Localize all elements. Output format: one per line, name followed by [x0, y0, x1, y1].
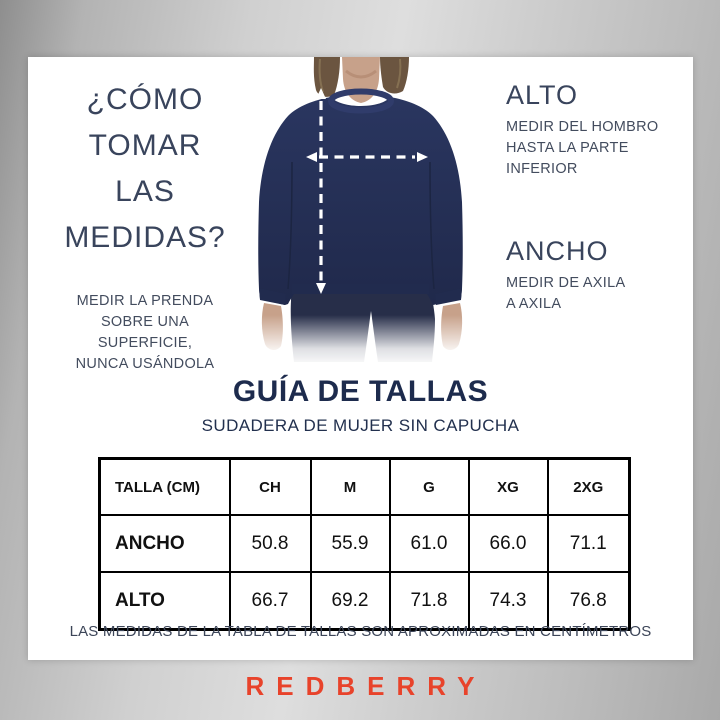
col-header-xg: XG: [469, 459, 548, 516]
brand-logo: REDBERRY: [245, 671, 487, 701]
model-photo: [230, 57, 480, 367]
footnote: LAS MEDIDAS DE LA TABLA DE TALLAS SON APROXIMADAS EN CENTÍMETROS: [69, 623, 652, 640]
row-label-alto: ALTO: [100, 572, 230, 630]
size-guide-title: GUÍA DE TALLAS: [232, 375, 489, 408]
table-row-ancho: [100, 515, 630, 572]
howto-section: [36, 77, 254, 375]
instruction-line: MEDIR LA PRENDA: [76, 293, 214, 309]
sweatshirt-hem: [292, 284, 429, 294]
model-neck: [342, 57, 380, 103]
brand-bar: [0, 671, 720, 702]
table-header-row: [100, 459, 630, 516]
instruction-line: NUNCA USÁNDOLA: [75, 356, 215, 372]
cell-ancho-m: 55.9: [311, 515, 390, 572]
ancho-label: ANCHO: [506, 236, 609, 266]
cell-ancho-xg: 66.0: [469, 515, 548, 572]
col-header-2xg: 2XG: [548, 459, 630, 516]
cell-alto-ch: 66.7: [230, 572, 311, 630]
size-guide-subtitle: SUDADERA DE MUJER SIN CAPUCHA: [201, 416, 520, 435]
col-header-m: M: [311, 459, 390, 516]
size-table: [98, 457, 631, 631]
col-header-g: G: [390, 459, 469, 516]
ancho-description: [506, 273, 691, 315]
instruction-line: SOBRE UNA: [100, 314, 190, 330]
alto-desc-line: MEDIR DEL HOMBRO: [506, 119, 659, 135]
content-sheet: [28, 57, 693, 660]
table-row-alto: [100, 572, 630, 630]
model-illustration: [230, 57, 480, 367]
hair-right: [380, 57, 409, 94]
cell-ancho-ch: 50.8: [230, 515, 311, 572]
cell-alto-xg: 74.3: [469, 572, 548, 630]
howto-title-line1: ¿CÓMO TOMAR: [86, 83, 204, 162]
ancho-desc-line: A AXILA: [506, 296, 562, 312]
cell-alto-2xg: 76.8: [548, 572, 630, 630]
row-label-ancho: ANCHO: [100, 515, 230, 572]
alto-label: ALTO: [506, 80, 579, 110]
photo-fade: [230, 315, 480, 367]
alto-desc-line: HASTA LA PARTE: [506, 140, 629, 156]
cell-ancho-g: 61.0: [390, 515, 469, 572]
howto-title-line2: LAS MEDIDAS?: [64, 175, 226, 254]
cell-alto-m: 69.2: [311, 572, 390, 630]
howto-instructions: [36, 291, 254, 375]
alto-section: [506, 79, 691, 180]
instruction-line: SUPERFICIE,: [97, 335, 193, 351]
alto-desc-line: INFERIOR: [506, 161, 578, 177]
cell-alto-g: 71.8: [390, 572, 469, 630]
col-header-talla: TALLA (CM): [100, 459, 230, 516]
cell-ancho-2xg: 71.1: [548, 515, 630, 572]
howto-title: [36, 77, 254, 261]
hair-left: [314, 57, 340, 97]
col-header-ch: CH: [230, 459, 311, 516]
ancho-desc-line: MEDIR DE AXILA: [506, 275, 626, 291]
ancho-section: [506, 235, 691, 315]
alto-description: [506, 117, 691, 180]
